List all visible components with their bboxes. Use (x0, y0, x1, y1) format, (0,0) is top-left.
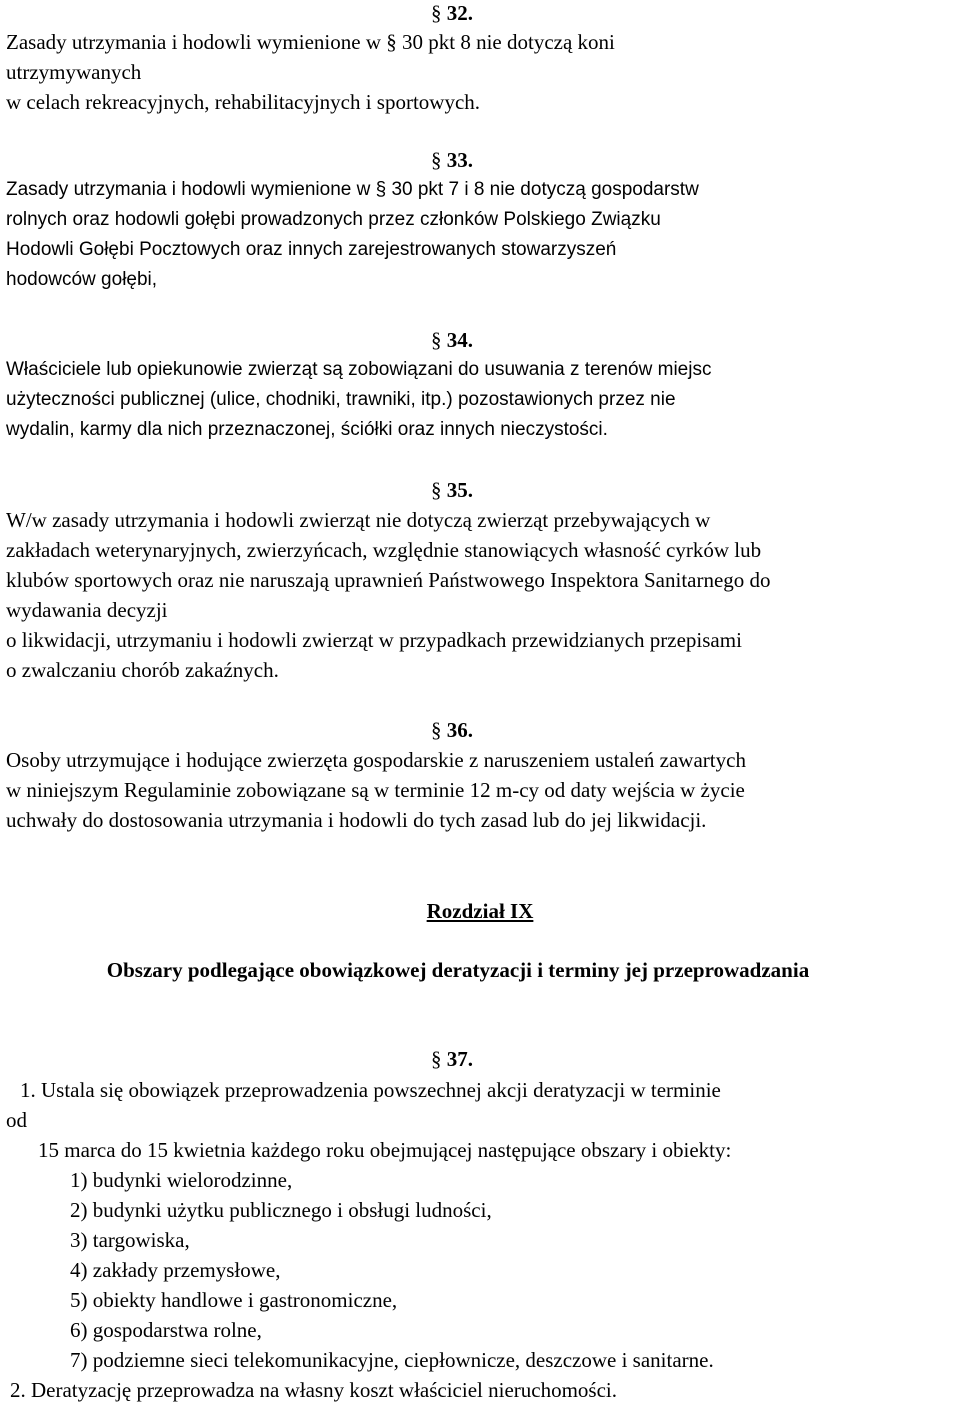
section-34-line: wydalin, karmy dla nich przeznaczonej, ściółki oraz innych nieczystości. (6, 419, 608, 440)
section-34-line: użyteczności publicznej (ulice, chodniki, trawniki, itp.) pozostawionych przez nie (6, 389, 676, 410)
section-33-heading: § 33. (431, 148, 473, 172)
section-37-heading: § 37. (431, 1047, 473, 1071)
list-item: 3) targowiska, (70, 1228, 190, 1252)
list-item: 6) gospodarstwa rolne, (70, 1318, 262, 1342)
section-33-line: Hodowli Gołębi Pocztowych oraz innych zarejestrowanych stowarzyszeń (6, 239, 617, 260)
section-33-line: hodowców gołębi, (6, 269, 158, 290)
section-37-point-1: 1. Ustala się obowiązek przeprowadzenia powszechnej akcji deratyzacji w terminie (20, 1078, 721, 1102)
list-item: 1) budynki wielorodzinne, (70, 1168, 293, 1192)
section-35-heading: § 35. (431, 478, 473, 502)
section-37-number: 37. (446, 1047, 473, 1071)
section-34-line: Właściciele lub opiekunowie zwierząt są zobowiązani do usuwania z terenów miejsc (6, 359, 712, 380)
list-item: 2) budynki użytku publicznego i obsługi ludności, (70, 1198, 492, 1222)
section-35-line: o likwidacji, utrzymaniu i hodowli zwierząt w przypadkach przewidzianych przepisami (6, 628, 742, 652)
section-35-line: W/w zasady utrzymania i hodowli zwierząt nie dotyczą zwierząt przebywających w (6, 508, 711, 532)
section-36-line: Osoby utrzymujące i hodujące zwierzęta gospodarskie z naruszeniem ustaleń zawartych (6, 748, 746, 772)
list-item: 4) zakłady przemysłowe, (70, 1258, 281, 1282)
section-35-number: 35. (446, 478, 473, 502)
section-34-number: 34. (446, 328, 473, 352)
section-35-line: o zwalczaniu chorób zakaźnych. (6, 658, 279, 682)
section-36-line: w niniejszym Regulaminie zobowiązane są w terminie 12 m-cy od daty wejścia w życie (6, 778, 745, 802)
section-34-heading: § 34. (431, 328, 473, 352)
section-32-line: w celach rekreacyjnych, rehabilitacyjnych i sportowych. (6, 90, 481, 114)
section-36-line: uchwały do dostosowania utrzymania i hodowli do tych zasad lub do jej likwidacji. (6, 808, 707, 832)
list-item: 5) obiekty handlowe i gastronomiczne, (70, 1288, 398, 1312)
section-37-point-1-cont: 15 marca do 15 kwietnia każdego roku obejmującej następujące obszary i obiekty: (38, 1138, 732, 1162)
section-36-heading: § 36. (431, 718, 473, 742)
section-37-point-2: 2. Deratyzację przeprowadza na własny koszt właściciel nieruchomości. (10, 1378, 617, 1402)
section-35-line: klubów sportowych oraz nie naruszają uprawnień Państwowego Inspektora Sanitarnego do (6, 568, 771, 592)
section-35-line: zakładach weterynaryjnych, zwierzyńcach, względnie stanowiących własność cyrków lub (6, 538, 762, 562)
section-33-number: 33. (446, 148, 473, 172)
section-33-line: rolnych oraz hodowli gołębi prowadzonych przez członków Polskiego Związku (6, 209, 661, 230)
section-36-number: 36. (446, 718, 473, 742)
section-32-line: Zasady utrzymania i hodowli wymienione w § 30 pkt 8 nie dotyczą koni (6, 30, 615, 54)
chapter-title: Rozdział IX (426, 899, 534, 923)
section-37-point-1-cont: od (6, 1108, 27, 1132)
section-32-heading: § 32. (431, 1, 473, 25)
section-35-line: wydawania decyzji (6, 598, 168, 622)
section-32-line: utrzymywanych (6, 60, 142, 84)
section-32-number: 32. (446, 1, 473, 25)
section-33-line: Zasady utrzymania i hodowli wymienione w § 30 pkt 7 i 8 nie dotyczą gospodarstw (6, 179, 699, 200)
list-item: 7) podziemne sieci telekomunikacyjne, ciepłownicze, deszczowe i sanitarne. (70, 1348, 714, 1372)
chapter-subtitle: Obszary podlegające obowiązkowej deratyzacji i terminy jej przeprowadzania (106, 958, 810, 982)
